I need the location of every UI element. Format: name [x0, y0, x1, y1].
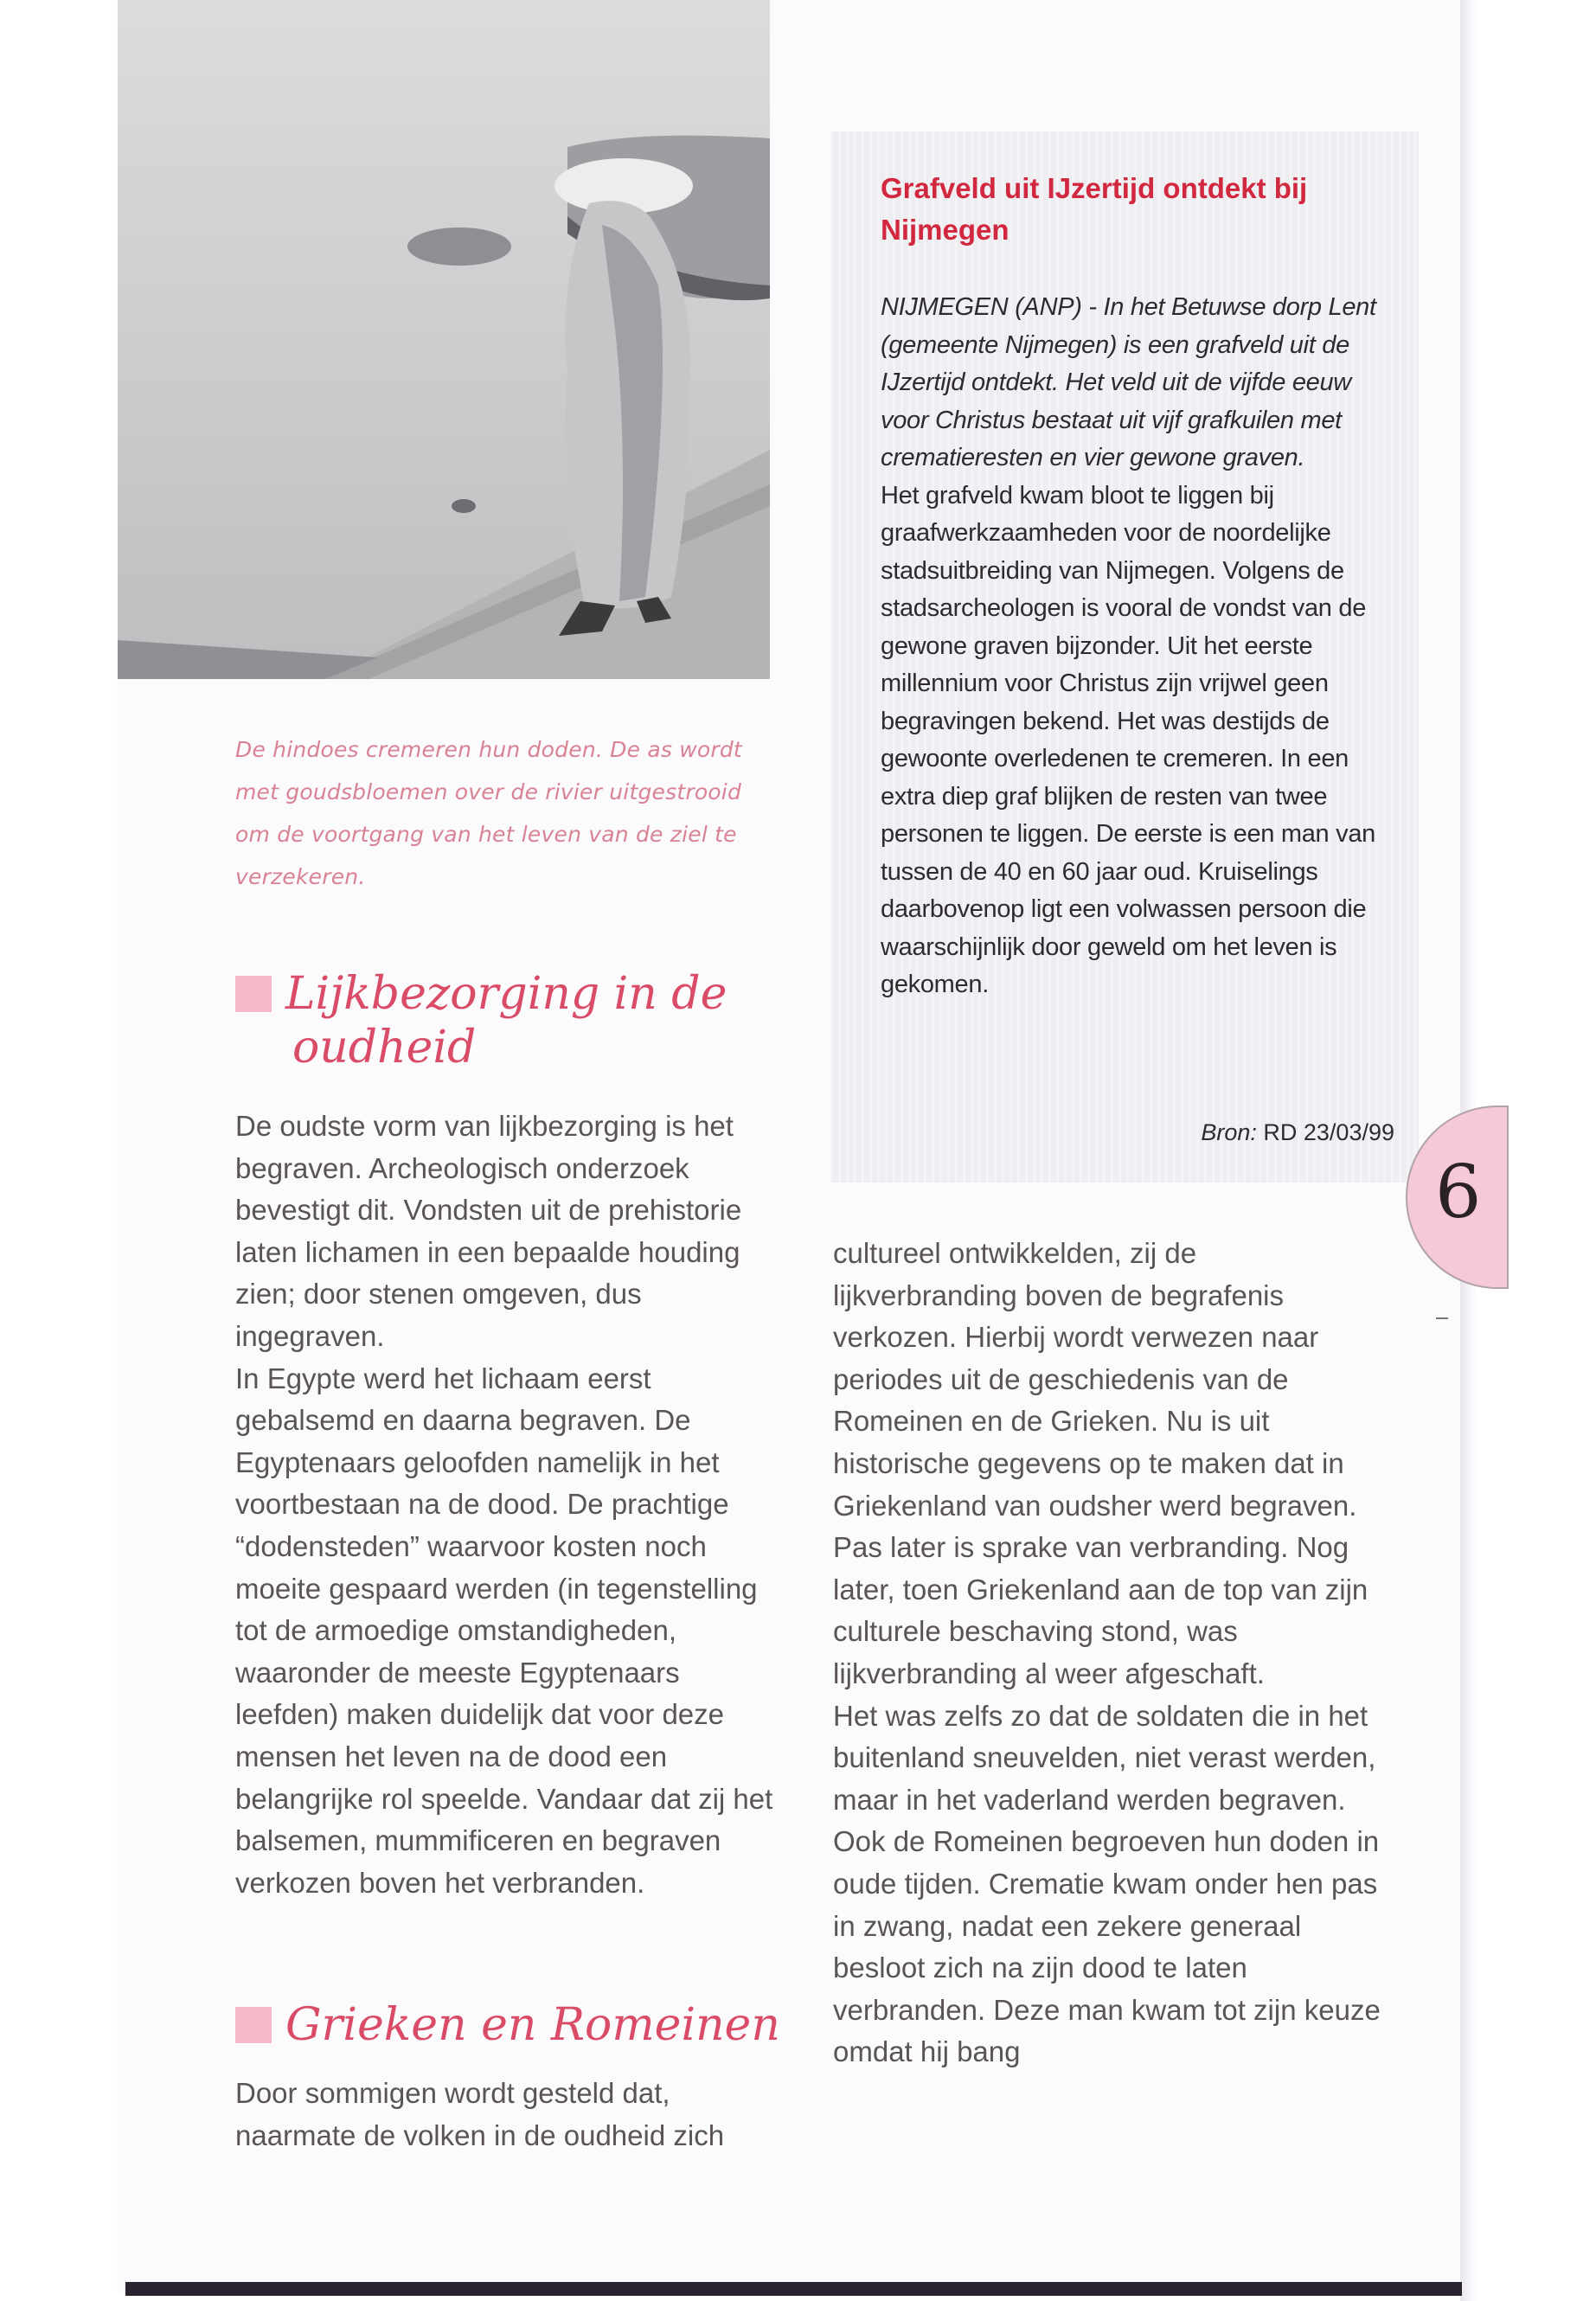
section-heading-grieken — [235, 1998, 789, 2052]
paragraph: De oudste vorm van lijkbezorging is het begraven. Archeologisch onderzoek bevestigt dit. Vondsten uit de prehistorie laten lichamen in een bepaalde houding zien; door stenen omgeven, dus ingegraven. — [235, 1110, 742, 1352]
chapter-number: 6 — [1435, 1150, 1482, 1234]
heading-line-1: Lijkbezorging in de — [285, 968, 727, 1020]
news-text: Het grafveld kwam bloot te liggen bij graafwerkzaamheden voor de noordelijke stadsuitbreiding van Nijmegen. Volgens de stadsarcheologen is vooral de vondst van de gewone graven bijzonder. Uit het eerste millennium voor Christus zijn vrijwel geen begravingen bekend. Het was destijds de gewoonte overledenen te cremeren. In een extra diep graf blijken de resten van twee personen te liggen. De eerste is een man van tussen de 40 en 60 jaar oud. Kruiselings daarbovenop ligt een volwassen persoon die waarschijnlijk door geweld om het leven is gekomen. — [881, 481, 1375, 998]
paragraph: Ook de Romeinen begroeven hun doden in oude tijden. Crematie kwam onder hen pas in zwang, nadat een zekere generaal besloot zich na zijn dood te laten verbranden. Deze man kwam tot zijn keuze omdat hij bang — [833, 1825, 1381, 2068]
paragraph: cultureel ontwikkelden, zij de lijkverbranding boven de begrafenis verkozen. Hierbij wordt verwezen naar periodes uit de geschiedenis van de Romeinen en de Grieken. Nu is uit historische gegevens op te maken dat in Griekenland van oudsher werd begraven. Pas later is sprake van verbranding. Nog later, toen Griekenland aan de top van zijn culturele beschaving stond, was lijkverbranding al weer afgeschaft. — [833, 1237, 1368, 1689]
photo-icon — [118, 0, 770, 679]
photo — [118, 0, 770, 679]
page-bottom-bar — [125, 2282, 1462, 2296]
heading-square-icon — [235, 2007, 272, 2043]
heading-text: Grieken en Romeinen — [285, 1999, 780, 2051]
news-lead: NIJMEGEN (ANP) - In het Betuwse dorp Lent (gemeente Nijmegen) is een grafveld uit de IJzertijd ontdekt. Het veld uit de vijfde eeuw voor Christus bestaat uit vijf grafkuilen met crematieresten en vier gewone graven. — [881, 293, 1376, 471]
news-source — [1201, 1119, 1394, 1146]
body-right-column — [833, 1233, 1387, 2073]
body-left-section-1 — [235, 1106, 789, 1904]
news-body — [881, 289, 1378, 1004]
section-heading-lijkbezorging — [235, 967, 789, 1074]
photo-caption: De hindoes cremeren hun doden. De as wordt met goudsbloemen over de rivier uitgestrooid om de voortgang van het leven van de ziel te verzekeren. — [235, 737, 742, 889]
news-source-label: Bron: — [1201, 1119, 1257, 1145]
heading-line-2: oudheid — [292, 1022, 477, 1074]
body-left-section-2 — [235, 2073, 789, 2157]
heading-square-icon — [235, 976, 272, 1012]
paragraph: Door sommigen wordt gesteld dat, naarmate de volken in de oudheid zich — [235, 2077, 725, 2151]
paragraph: In Egypte werd het lichaam eerst gebalsemd en daarna begraven. De Egyptenaars geloofden namelijk in het voortbestaan na de dood. De prachtige “dodensteden” waarvoor kosten noch moeite gespaard werden (in tegenstelling tot de armoedige omstandigheden, waaronder de meeste Egyptenaars leefden) maken duidelijk dat voor deze mensen het leven na de dood een belangrijke rol speelde. Vandaar dat zij het balsemen, mummificeren en begraven verkozen boven het verbranden. — [235, 1362, 773, 1899]
paragraph: Het was zelfs zo dat de soldaten die in het buitenland sneuvelden, niet verast werden, maar in het vaderland werden begraven. — [833, 1699, 1376, 1816]
news-title: Grafveld uit IJzertijd ontdekt bij Nijmegen — [881, 172, 1308, 246]
margin-tick — [1436, 1317, 1448, 1319]
news-box — [830, 131, 1419, 1183]
news-source-value: RD 23/03/99 — [1263, 1119, 1394, 1145]
